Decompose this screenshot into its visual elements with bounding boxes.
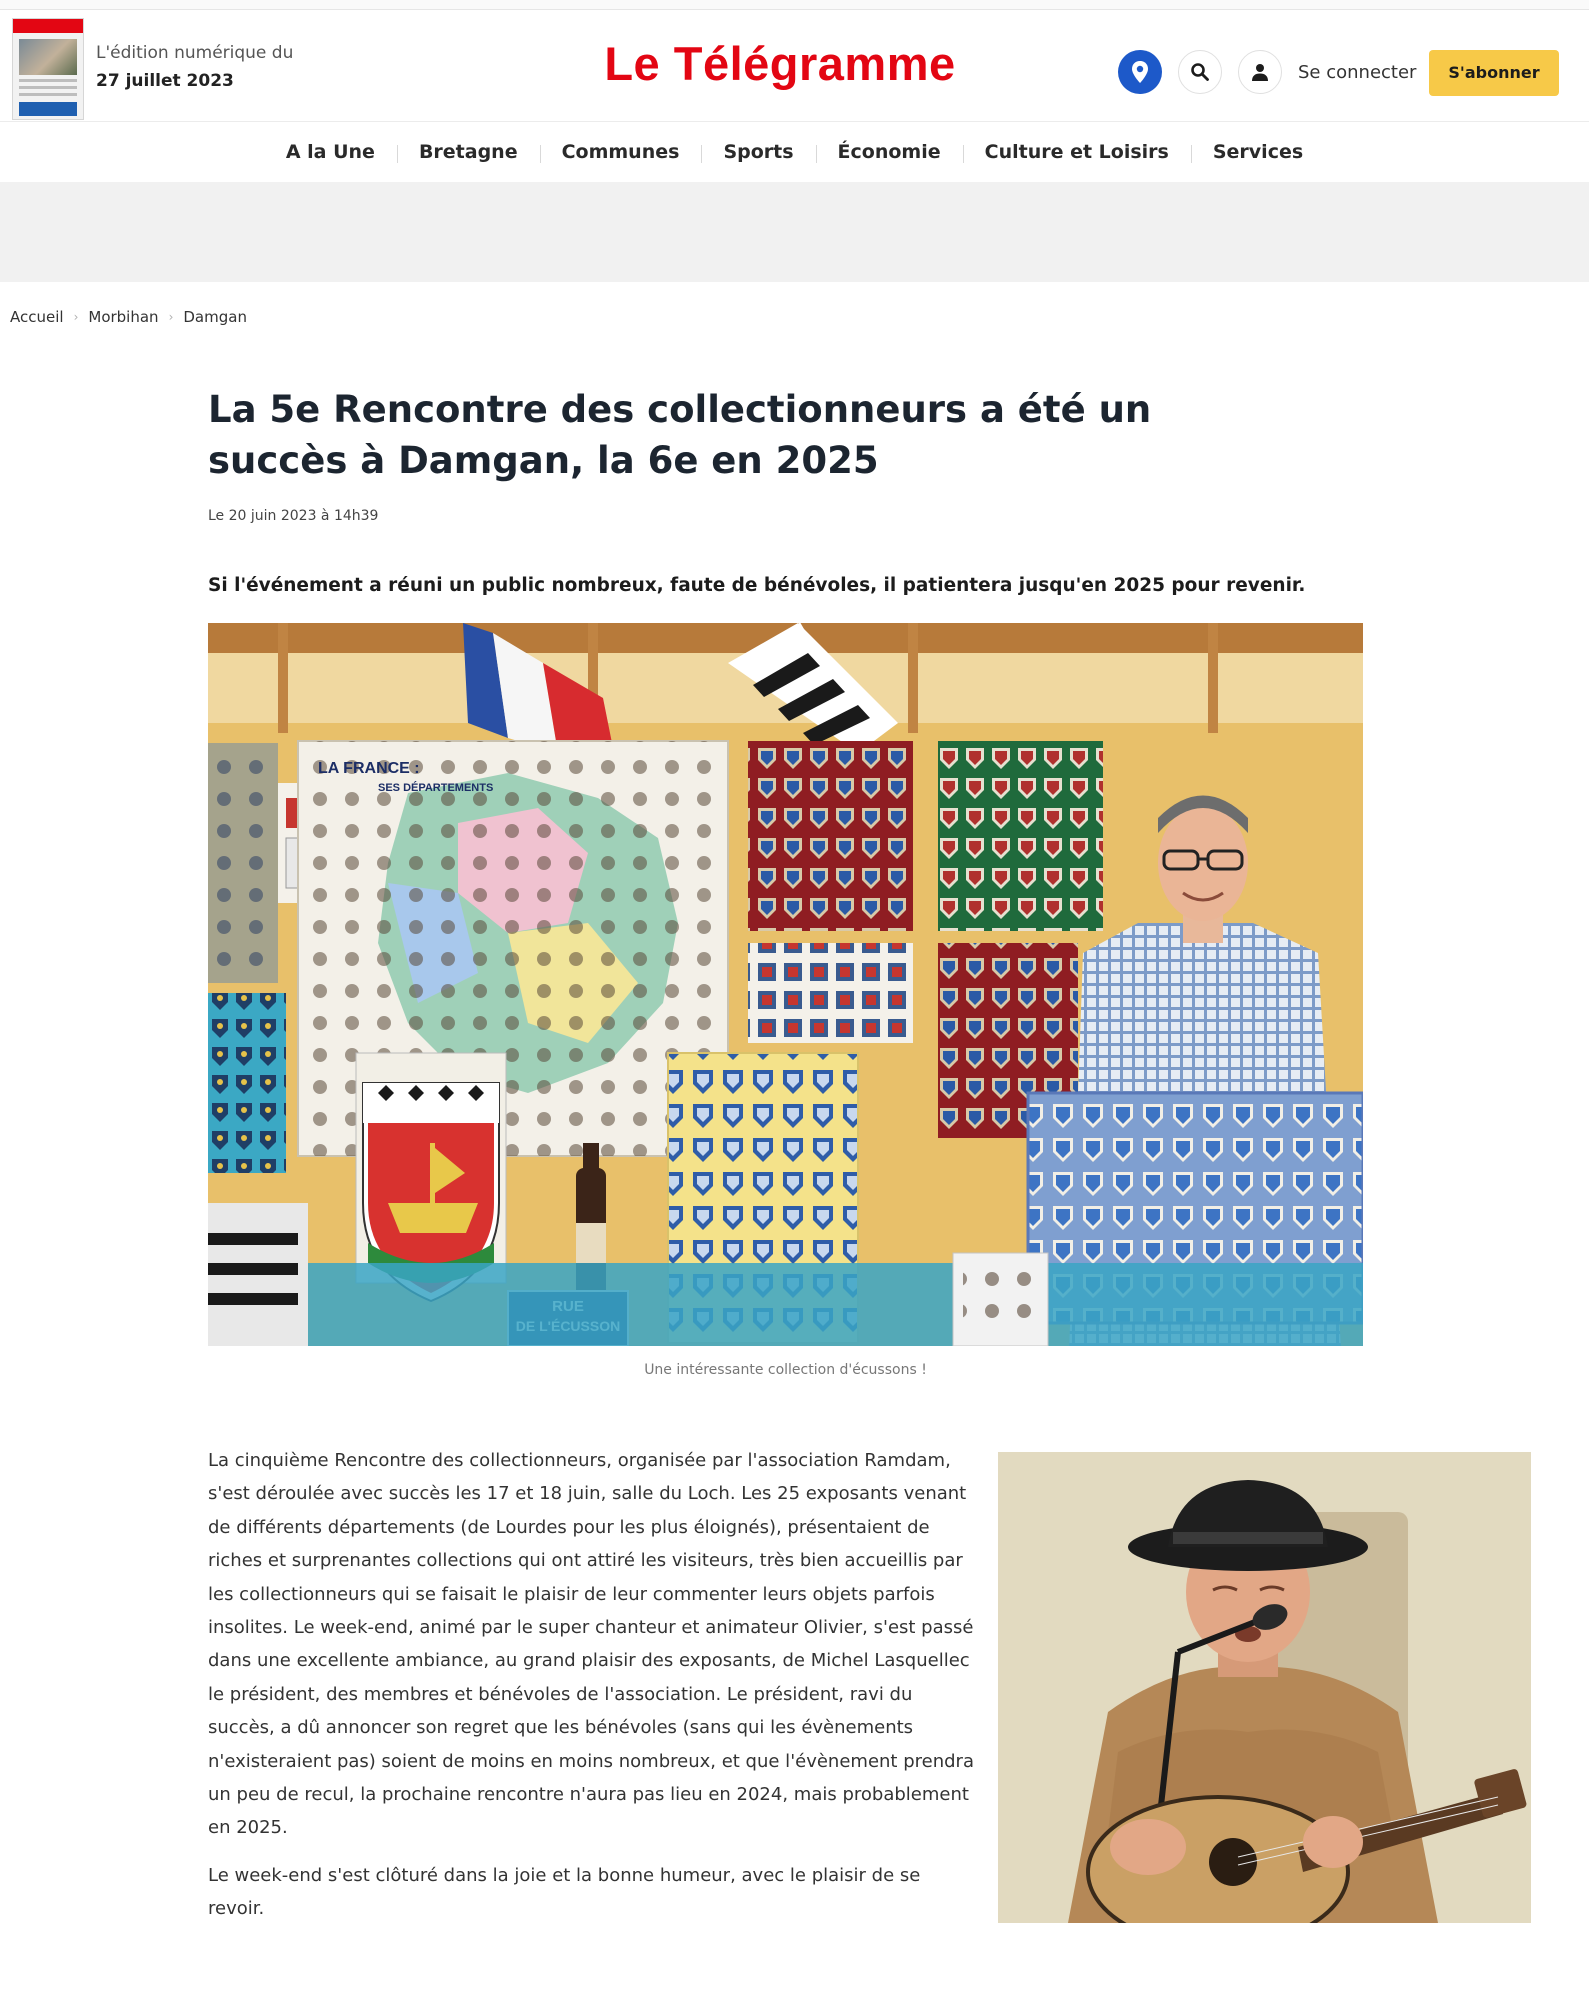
edition-date: 27 juillet 2023 [96, 71, 234, 91]
nav-item-bretagne[interactable]: Bretagne [397, 141, 540, 163]
chevron-right-icon: › [73, 310, 79, 324]
article-paragraph-2: Le week-end s'est clôturé dans la joie et la bonne humeur, avec le plaisir de se revoir. [208, 1864, 921, 1920]
article-date: Le 20 juin 2023 à 14h39 [208, 508, 379, 524]
browser-top-edge [0, 0, 1589, 10]
main-nav [0, 124, 1589, 180]
article-body [208, 1444, 978, 1926]
search-icon[interactable] [1178, 50, 1222, 94]
nav-item-services[interactable]: Services [1191, 141, 1325, 163]
site-logo[interactable]: Le Télégramme [604, 37, 956, 90]
chevron-right-icon: › [168, 310, 174, 324]
breadcrumb-item-morbihan[interactable]: Morbihan [88, 308, 159, 326]
location-pin-icon[interactable] [1118, 50, 1162, 94]
ad-banner-placeholder [0, 182, 1589, 282]
site-header [0, 10, 1589, 122]
login-link[interactable]: Se connecter [1298, 62, 1417, 83]
article-main-photo[interactable] [208, 623, 1363, 1346]
nav-item-economie[interactable]: Économie [816, 141, 963, 163]
nav-item-communes[interactable]: Communes [540, 141, 702, 163]
main-photo-caption: Une intéressante collection d'écussons ! [644, 1362, 927, 1378]
edition-label: L'édition numérique du [96, 43, 294, 63]
article-paragraph-1: La cinquième Rencontre des collectionneurs, organisée par l'association Ramdam, s'est déroulée avec succès les 17 et 18 juin, salle du Loch. Les 25 exposants venant de différents départements (de Lourdes pour les plus éloignés), présentaient de riches et surprenantes collections qui ont attiré les visiteurs, très bien accueillis par les collectionneurs qui se faisait le plaisir de leur commenter leurs objets parfois insolites. Le week-end, animé par le super chanteur et animateur Olivier, s'est passé dans une excellente ambiance, au grand plaisir des exposants, de Michel Lasquellec le président, des membres et bénévoles de l'association. Le président, ravi du succès, a dû annoncer son regret que les bénévoles (sans qui les évènements n'existeraient pas) soient de moins en moins nombreux, et que l'évènement prendra un peu de recul, la prochaine rencontre n'aura pas lieu en 2024, mais probablement en 2025. [208, 1450, 974, 1839]
user-icon[interactable] [1238, 50, 1282, 94]
subscribe-button[interactable]: S'abonner [1429, 50, 1559, 96]
breadcrumb-item-accueil[interactable]: Accueil [10, 308, 64, 326]
map-title-text: LA FRANCE : [318, 760, 420, 777]
article-lead: Si l'événement a réuni un public nombreux, faute de bénévoles, il patientera jusqu'en 2025 pour revenir. [208, 575, 1306, 596]
article-title: La 5e Rencontre des collectionneurs a été un succès à Damgan, la 6e en 2025 [208, 388, 1152, 482]
breadcrumb [10, 308, 247, 326]
map-subtitle-text: SES DÉPARTEMENTS [378, 782, 494, 794]
edition-info[interactable] [96, 40, 346, 96]
edition-thumbnail[interactable] [12, 18, 84, 120]
nav-item-a-la-une[interactable]: A la Une [285, 141, 375, 163]
breadcrumb-item-damgan[interactable]: Damgan [183, 308, 247, 326]
nav-item-culture-loisirs[interactable]: Culture et Loisirs [963, 141, 1191, 163]
nav-item-sports[interactable]: Sports [701, 141, 815, 163]
article-side-photo[interactable] [998, 1452, 1531, 1923]
